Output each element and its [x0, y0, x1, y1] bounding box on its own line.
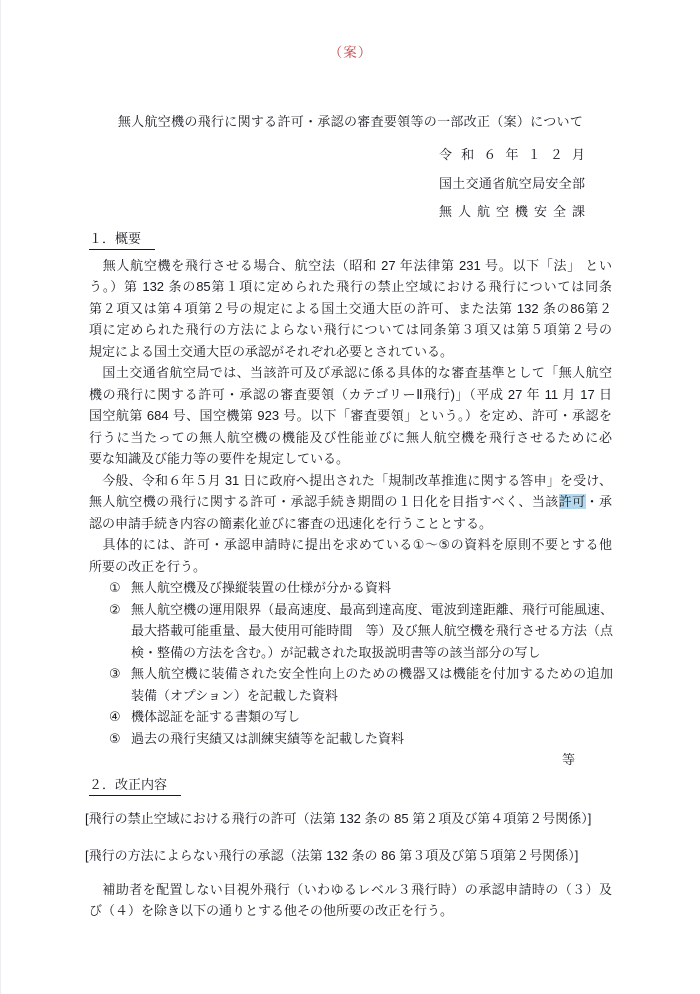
- text-line: 国空航第 684 号、国空機第 923 号。以下「審査要領」という。）を定め、許可・承認を: [89, 408, 612, 423]
- text-line: 行うに当たっての無人航空機の機能及び性能並びに無人航空機を飛行させるために必: [89, 429, 612, 445]
- list-item-line: 無人航空機及び操縦装置の仕様が分かる資料: [131, 580, 392, 595]
- text-line: 具体的には、許可・承認申請時に提出を求めている①～⑤の資料を原則不要とする他: [89, 537, 612, 552]
- text-line: 要な知識及び能力等の要件を規定している。: [89, 451, 350, 466]
- list-item-line: 無人航空機の運用限界（最高速度、最高到達高度、電波到達距離、飛行可能風速、: [131, 601, 613, 617]
- list-item: [109, 599, 612, 664]
- text-line: 機の飛行に関する許可・承認の審査要領（カテゴリーⅡ飛行)」（平成 27 年 11 月 17 日: [89, 386, 612, 402]
- list-item-line: 過去の飛行実績又は訓練実績等を記載した資料: [131, 730, 405, 746]
- list-item-line: 無人航空機に装備された安全性向上のための機器又は機能を付加するための追加: [131, 666, 613, 681]
- list-item-line: 最大搭載可能重量、最大使用可能時間 等）及び無人航空機を飛行させる方法（点: [131, 623, 613, 638]
- section-2-body: [85, 808, 612, 922]
- section-1-body: [89, 255, 612, 771]
- list-item: [109, 663, 612, 706]
- list-item-number: ②: [109, 601, 121, 617]
- document-title: 無人航空機の飛行に関する許可・承認の審査要領等の一部改正（案）について: [117, 114, 584, 129]
- text-line: 今般、令和６年５月 31 日に政府へ提出された「規制改革推進に関する答申」を受け、: [89, 472, 612, 488]
- list-item-number: ③: [109, 666, 121, 681]
- list-item: [109, 728, 612, 750]
- issuing-department: 国土交通省航空局安全部: [439, 175, 585, 191]
- list-item-line: 機体認証を証する書類の写し: [131, 709, 301, 724]
- bracket-note-approval: [飛行の方法によらない飛行の承認（法第 132 条の 86 第３項及び第５項第２号関係）]: [85, 848, 579, 863]
- text-line: 補助者を配置しない目視外飛行（いわゆるレベル３飛行時）の承認申請時の（３）及: [89, 881, 612, 897]
- section-2-heading: ２．改正内容: [89, 776, 612, 796]
- text-segment: 無人航空機の飛行に関する許可・承認手続き期間の１日化を目指すべく、当該: [89, 494, 559, 509]
- list-item-line: 装備（オプション）を記載した資料: [131, 687, 338, 703]
- list-item-line: 検・整備の方法を含む。）が記載された取扱説明書等の該当部分の写し: [131, 644, 541, 660]
- text-line: 無人航空機を飛行させる場合、航空法（昭和 27 年法律第 231 号。以下「法」 とい: [89, 257, 612, 273]
- text-line: 第２項又は第４項第２号の規定による国土交通大臣の許可、また法第 132 条の86第２: [89, 300, 612, 316]
- issue-date: 令 和 ６ 年 １ ２ 月: [439, 147, 585, 162]
- list-item: [109, 706, 612, 728]
- text-line: び（４）を除き以下の通りとする他その他所要の改正を行う。: [89, 903, 454, 918]
- text-line: う。）第 132 条の85第１項に定められた飛行の禁止空域における飛行については同条: [89, 279, 612, 294]
- text-line: [89, 491, 612, 513]
- issuer-block: [439, 141, 585, 227]
- list-item-number: ⑤: [109, 730, 121, 746]
- text-line: 項に定められた飛行の方法によらない飛行については同条第３項又は第５項第２号の: [89, 322, 612, 337]
- list-item-number: ①: [109, 580, 121, 595]
- text-line: 国土交通省航空局では、当該許可及び承認に係る具体的な審査基準として「無人航空: [89, 365, 612, 380]
- document-content: [1, 44, 700, 922]
- text-line: 所要の改正を行う。: [89, 558, 207, 574]
- list-item: [109, 577, 612, 599]
- list-item-number: ④: [109, 709, 121, 724]
- draft-label: （案）: [328, 45, 373, 60]
- etc-label: 等: [561, 752, 575, 767]
- text-line: 規定による国土交通大臣の承認がそれぞれ必要とされている。: [89, 343, 454, 359]
- highlighted-text: 許可: [558, 494, 586, 509]
- text-segment: ・承: [585, 494, 612, 509]
- bracket-note-permission: [飛行の禁止空域における飛行の許可（法第 132 条の 85 第２項及び第４項第２号関係）]: [85, 810, 592, 826]
- section-1-heading: １．概要: [89, 230, 612, 250]
- issuing-division: 無 人 航 空 機 安 全 課: [439, 204, 585, 219]
- text-line: 認の申請手続き内容の簡素化並びに審査の迅速化を行うこととする。: [89, 515, 493, 531]
